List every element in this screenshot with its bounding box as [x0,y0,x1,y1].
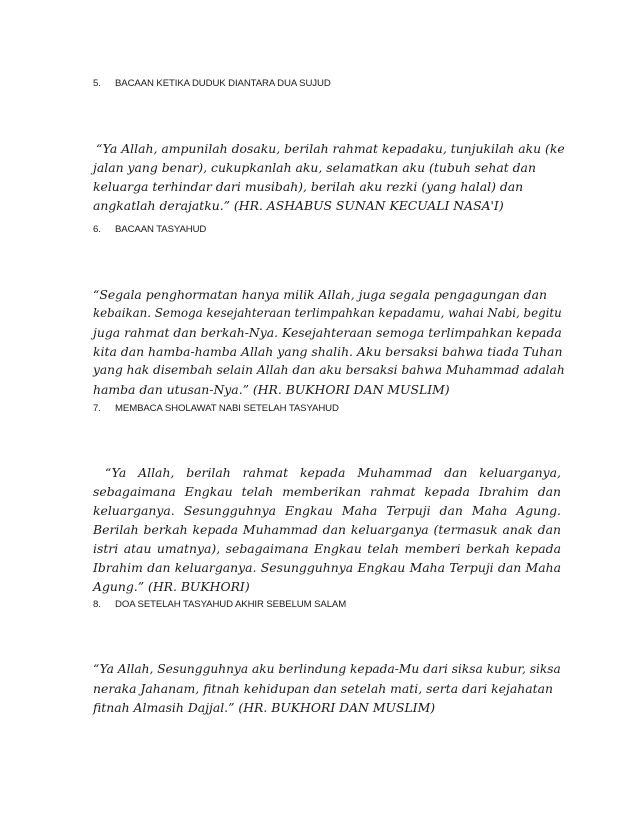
quote-line: kebaikan. Semoga kesejahteraan terlimpahkan kepadamu, wahai Nabi, begitu [93,306,562,320]
quote-line: fitnah Almasih Dajjal.” (HR. BUKHORI DAN MUSLIM) [93,700,436,715]
quote-line: “Ya Allah, ampunilah dosaku, berilah rahmat kepadaku, tunjukilah aku (ke [96,141,565,156]
quote-line: yang hak disembah selain Allah dan aku bersaksi bahwa Muhammad adalah [93,363,565,377]
section-number: 5. [93,78,101,89]
section-number: 6. [93,224,101,235]
section-title: MEMBACA SHOLAWAT NABI SETELAH TASYAHUD [115,403,339,414]
quote-line: angkatlah derajatku.” (HR. ASHABUS SUNAN KECUALI NASA'I) [93,198,504,213]
section-number: 8. [93,599,101,610]
section-number: 7. [93,403,101,414]
quote-line: juga rahmat dan berkah-Nya. Kesejahteraan semoga terlimpahkan kepada [93,325,562,340]
section-8-heading [93,599,346,610]
section-7-heading [93,403,339,414]
quote-line: hamba dan utusan-Nya.” (HR. BUKHORI DAN MUSLIM) [93,382,450,397]
quote-line: jalan yang benar), cukupkanlah aku, selamatkan aku (tubuh sehat dan [93,160,536,175]
section-6-quote [93,285,565,399]
quote-line: keluarga terhindar dari musibah), berilah aku rezki (yang halal) dan [93,179,524,194]
quote-line: “Ya Allah, Sesungguhnya aku berlindung kepada-Mu dari siksa kubur, siksa [93,662,561,676]
section-8-quote [93,660,561,717]
section-5-heading [93,78,331,89]
section-6-heading [93,224,206,235]
quote-line: kita dan hamba-hamba Allah yang shalih. Aku bersaksi bahwa tiada Tuhan [93,344,563,359]
section-title: BACAAN TASYAHUD [115,224,207,235]
section-7-quote: “Ya Allah, berilah rahmat kepada Muhammad dan keluarganya, sebagaimana Engkau telah memberikan rahmat kepada Ibrahim dan keluarganya. Sesungguhnya Engkau Maha Terpuji dan Maha Agung. Berilah berkah kepada Muhammad dan keluarganya (termasuk anak dan istri atau umatnya), sebagaimana Engkau telah memberi berkah kepada Ibrahim dan keluarganya. Sesungguhnya Engkau Maha Terpuji dan Maha Agung.” (HR. BUKHORI) [93,465,561,594]
quote-line: neraka Jahanam, fitnah kehidupan dan setelah mati, serta dari kejahatan [93,681,553,696]
section-title: DOA SETELAH TASYAHUD AKHIR SEBELUM SALAM [115,599,347,610]
quote-line: “Segala penghormatan hanya milik Allah, juga segala pengagungan dan [93,287,547,302]
section-title: BACAAN KETIKA DUDUK DIANTARA DUA SUJUD [115,78,331,89]
section-5-quote [93,139,565,215]
